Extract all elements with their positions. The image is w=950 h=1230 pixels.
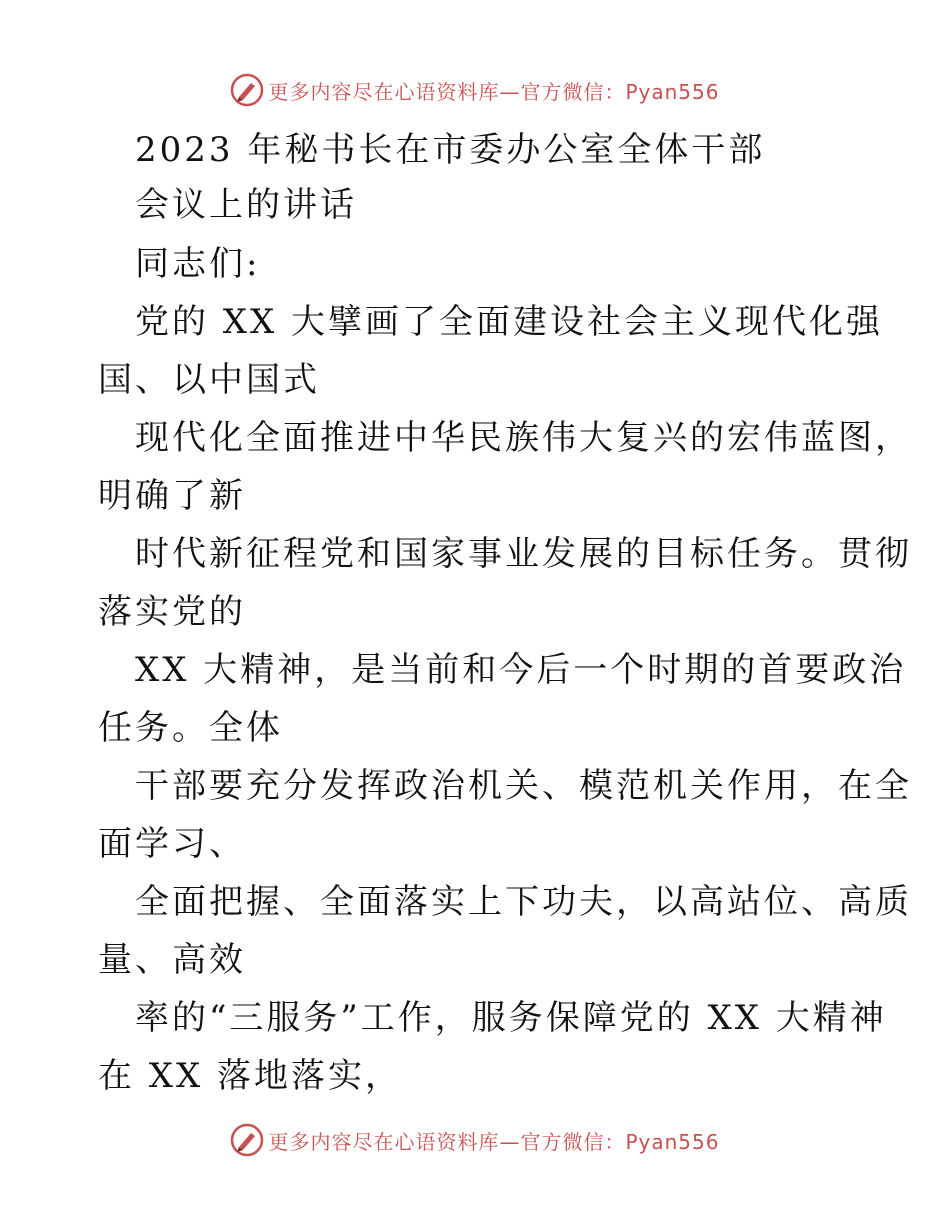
text-line: 面学习、 (98, 824, 246, 864)
text-line: 落实党的 (98, 592, 246, 632)
header-banner (0, 70, 950, 110)
text-line: 党的 XX 大擘画了全面建设社会主义现代化强 (135, 302, 884, 342)
text-line: 现代化全面推进中华民族伟大复兴的宏伟蓝图， (135, 418, 912, 458)
salutation: 同志们: (135, 244, 261, 284)
text-line: 明确了新 (98, 476, 246, 516)
banner-text: 更多内容尽在心语资料库—官方微信：Pyan556 (268, 79, 720, 104)
pen-logo-icon (230, 1123, 264, 1157)
banner-text: 更多内容尽在心语资料库—官方微信：Pyan556 (268, 1129, 720, 1154)
text-line: 量、高效 (98, 940, 246, 980)
text-line: 任务。全体 (98, 708, 283, 748)
text-line: XX 大精神，是当前和今后一个时期的首要政治 (135, 650, 907, 690)
pen-logo-icon (230, 73, 264, 107)
title-line-2: 会议上的讲话 (135, 185, 357, 225)
title-line-1: 2023 年秘书长在市委办公室全体干部 (135, 130, 766, 170)
text-line: 时代新征程党和国家事业发展的目标任务。贯彻 (135, 534, 912, 574)
text-line: 干部要充分发挥政治机关、模范机关作用，在全 (135, 766, 912, 806)
footer-banner (0, 1120, 950, 1160)
text-line: 在 XX 落地落实， (98, 1056, 403, 1096)
text-line: 全面把握、全面落实上下功夫，以高站位、高质 (135, 882, 912, 922)
text-line: 国、以中国式 (98, 360, 320, 400)
text-line: 率的“三服务”工作，服务保障党的 XX 大精神 (135, 998, 887, 1038)
